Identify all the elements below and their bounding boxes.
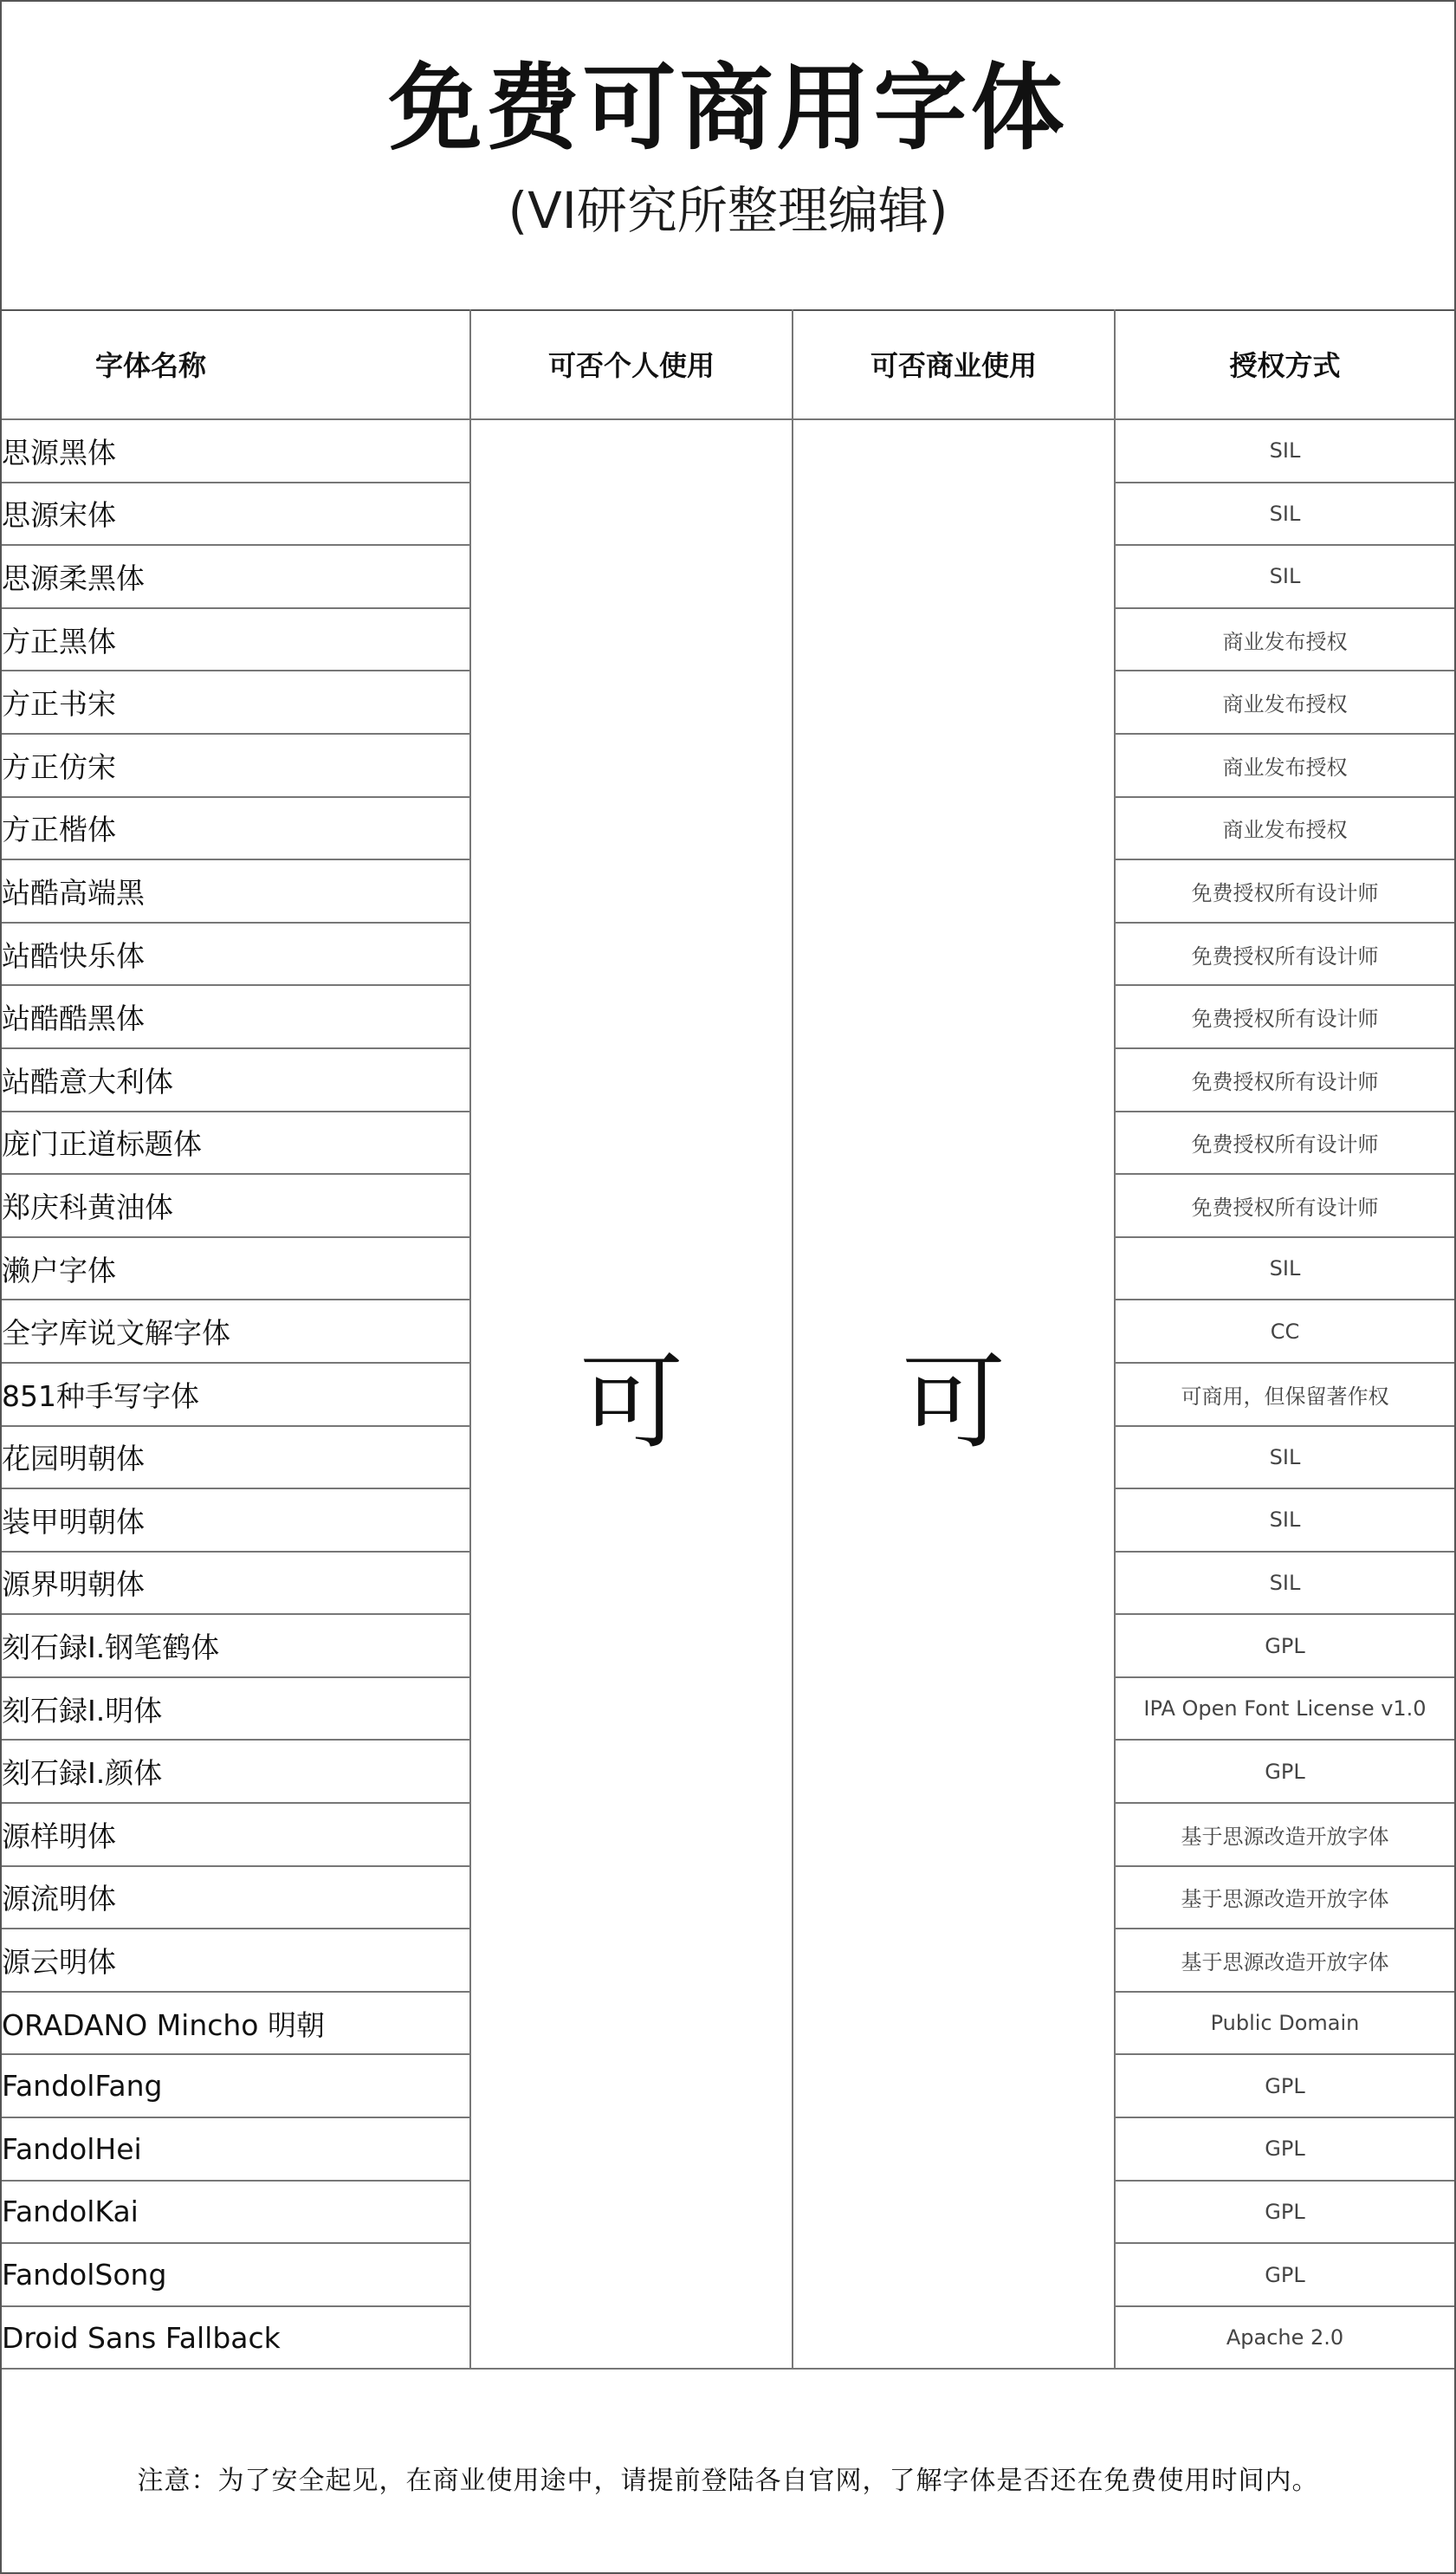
personal-use-cell: 可 [470, 419, 793, 2369]
font-table [2, 309, 1454, 2370]
font-name-cell: 源流明体 [2, 1866, 470, 1929]
license-cell: 免费授权所有设计师 [1115, 859, 1454, 923]
license-cell: SIL [1115, 1237, 1454, 1300]
font-name-cell: Droid Sans Fallback [2, 2306, 470, 2370]
font-name-cell: 源界明朝体 [2, 1552, 470, 1615]
license-cell: GPL [1115, 2117, 1454, 2181]
license-cell: GPL [1115, 1614, 1454, 1677]
license-cell: 免费授权所有设计师 [1115, 923, 1454, 986]
font-name-cell: 方正楷体 [2, 797, 470, 860]
license-cell: SIL [1115, 545, 1454, 608]
license-cell: SIL [1115, 1426, 1454, 1489]
table-row [2, 419, 1454, 483]
license-cell: 免费授权所有设计师 [1115, 1174, 1454, 1237]
column-header-license: 授权方式 [1115, 309, 1454, 419]
font-name-cell: ORADANO Mincho 明朝 [2, 1992, 470, 2055]
font-name-cell: 方正黑体 [2, 608, 470, 671]
font-name-cell: 站酷意大利体 [2, 1048, 470, 1112]
page-title: 免费可商用字体 [388, 55, 1068, 163]
license-cell: GPL [1115, 2181, 1454, 2244]
table-header-row [2, 309, 1454, 419]
license-cell: SIL [1115, 1552, 1454, 1615]
license-cell: Apache 2.0 [1115, 2306, 1454, 2370]
font-name-cell: 站酷快乐体 [2, 923, 470, 986]
font-name-cell: 方正书宋 [2, 671, 470, 734]
license-cell: 免费授权所有设计师 [1115, 1048, 1454, 1112]
header [2, 2, 1454, 311]
font-name-cell: 思源柔黑体 [2, 545, 470, 608]
font-name-cell: 源样明体 [2, 1803, 470, 1866]
license-cell: 商业发布授权 [1115, 734, 1454, 797]
license-cell: 免费授权所有设计师 [1115, 985, 1454, 1048]
font-name-cell: FandolKai [2, 2181, 470, 2244]
license-cell: SIL [1115, 419, 1454, 483]
license-cell: GPL [1115, 2054, 1454, 2117]
commercial-use-cell: 可 [793, 419, 1115, 2369]
table-body [2, 419, 1454, 2369]
license-cell: SIL [1115, 483, 1454, 546]
font-name-cell: FandolFang [2, 2054, 470, 2117]
license-cell: SIL [1115, 1488, 1454, 1552]
license-cell: GPL [1115, 2243, 1454, 2306]
column-header-commercial-use: 可否商业使用 [793, 309, 1115, 419]
license-cell: 基于思源改造开放字体 [1115, 1803, 1454, 1866]
font-name-cell: 方正仿宋 [2, 734, 470, 797]
license-cell: IPA Open Font License v1.0 [1115, 1677, 1454, 1741]
license-cell: 商业发布授权 [1115, 797, 1454, 860]
license-cell: 商业发布授权 [1115, 671, 1454, 734]
font-name-cell: 站酷酷黑体 [2, 985, 470, 1048]
font-name-cell: 濑户字体 [2, 1237, 470, 1300]
font-name-cell: 装甲明朝体 [2, 1488, 470, 1552]
license-cell: 基于思源改造开放字体 [1115, 1929, 1454, 1992]
font-name-cell: 庞门正道标题体 [2, 1112, 470, 1175]
font-name-cell: 851种手写字体 [2, 1363, 470, 1426]
font-name-cell: FandolHei [2, 2117, 470, 2181]
license-cell: Public Domain [1115, 1992, 1454, 2055]
font-name-cell: 花园明朝体 [2, 1426, 470, 1489]
license-cell: GPL [1115, 1740, 1454, 1803]
footer-note: 注意：为了安全起见，在商业使用途中，请提前登陆各自官网，了解字体是否还在免费使用时间内。 [137, 2466, 1319, 2496]
page-subtitle: (VI研究所整理编辑) [508, 181, 948, 240]
license-cell: 可商用，但保留著作权 [1115, 1363, 1454, 1426]
footer [2, 2383, 1454, 2572]
font-name-cell: 郑庆科黄油体 [2, 1174, 470, 1237]
font-name-cell: 站酷高端黑 [2, 859, 470, 923]
license-cell: 免费授权所有设计师 [1115, 1112, 1454, 1175]
font-name-cell: FandolSong [2, 2243, 470, 2306]
font-name-cell: 刻石録I.颜体 [2, 1740, 470, 1803]
license-cell: 商业发布授权 [1115, 608, 1454, 671]
license-cell: CC [1115, 1300, 1454, 1363]
font-name-cell: 全字库说文解字体 [2, 1300, 470, 1363]
license-cell: 基于思源改造开放字体 [1115, 1866, 1454, 1929]
font-name-cell: 刻石録I.明体 [2, 1677, 470, 1741]
column-header-font-name: 字体名称 [2, 309, 470, 419]
column-header-personal-use: 可否个人使用 [470, 309, 793, 419]
font-name-cell: 思源黑体 [2, 419, 470, 483]
font-name-cell: 思源宋体 [2, 483, 470, 546]
font-name-cell: 源云明体 [2, 1929, 470, 1992]
font-name-cell: 刻石録I.钢笔鹤体 [2, 1614, 470, 1677]
